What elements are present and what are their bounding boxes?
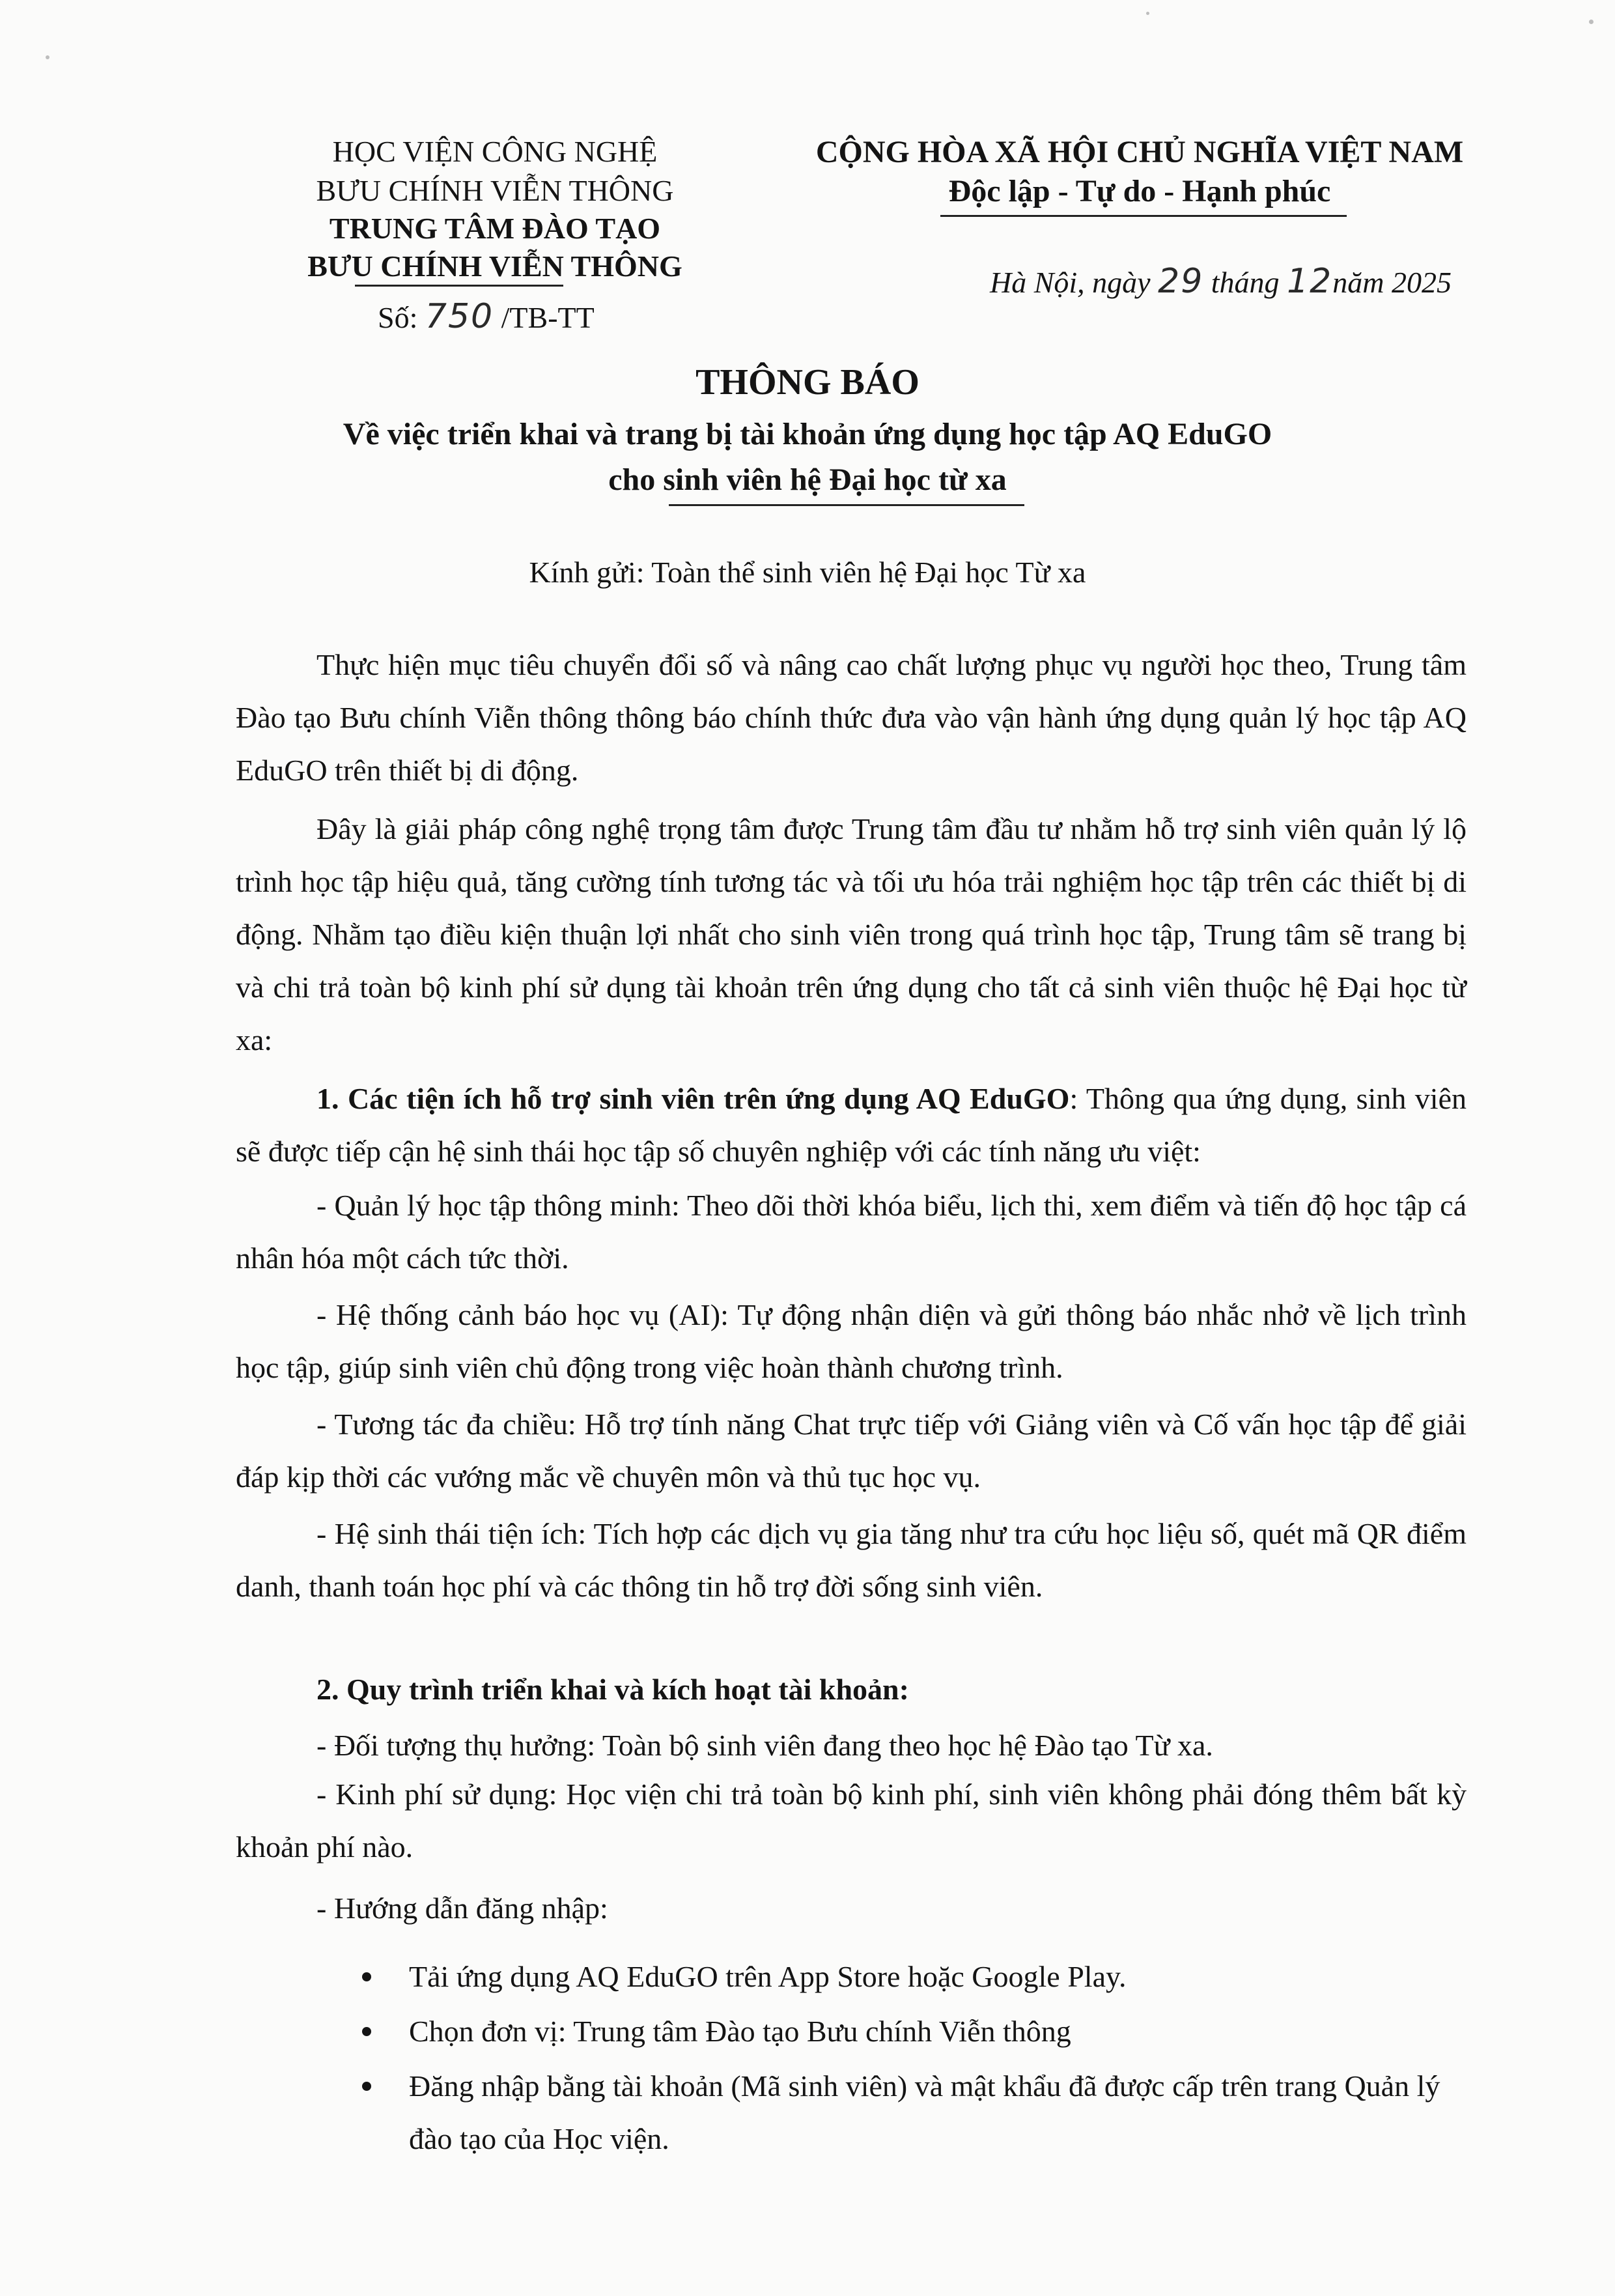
date-day-handwritten: 29	[1158, 262, 1204, 301]
bullet-icon	[362, 2027, 371, 2036]
bullet-icon	[362, 2082, 371, 2091]
login-guide-label: - Hướng dẫn đăng nhập:	[316, 1892, 608, 1925]
org-parent-line1: HỌC VIỆN CÔNG NGHỆ	[332, 135, 658, 168]
document-subtitle-line2: cho sinh viên hệ Đại học từ xa	[608, 462, 1007, 497]
document-number-suffix: /TB-TT	[501, 301, 595, 334]
date-year: năm 2025	[1332, 266, 1452, 299]
issue-date	[990, 262, 1452, 301]
beneficiaries-line: - Đối tượng thụ hưởng: Toàn bộ sinh viên đang theo học hệ Đào tạo Từ xa.	[316, 1729, 1213, 1762]
national-title: CỘNG HÒA XÃ HỘI CHỦ NGHĨA VIỆT NAM	[815, 135, 1464, 169]
login-step: Tải ứng dụng AQ EduGO trên App Store hoặc Google Play.	[409, 1960, 1127, 1993]
login-step: Đăng nhập bằng tài khoản (Mã sinh viên) và mật khẩu đã được cấp trên trang Quản lý đào tạo của Học viện.	[409, 2069, 1440, 2155]
document-number	[378, 297, 595, 336]
paragraph-intro	[236, 638, 1467, 797]
feature-item	[236, 1398, 1467, 1503]
scan-speck	[46, 55, 49, 59]
login-step: Chọn đơn vị: Trung tâm Đào tạo Bưu chính Viễn thông	[409, 2015, 1071, 2048]
feature-item-text: - Hệ thống cảnh báo học vụ (AI): Tự động nhận diện và gửi thông báo nhắc nhở về lịch trình học tập, giúp sinh viên chủ động trong việc hoàn thành chương trình.	[236, 1298, 1467, 1384]
feature-item-text: - Quản lý học tập thông minh: Theo dõi thời khóa biểu, lịch thi, xem điểm và tiến độ học tập cá nhân hóa một cách tức thời.	[236, 1189, 1467, 1275]
title-underline	[669, 504, 1024, 506]
document-number-prefix: Số:	[378, 301, 418, 334]
date-month-handwritten: 12	[1287, 262, 1333, 301]
feature-item-text: - Hệ sinh thái tiện ích: Tích hợp các dịch vụ gia tăng như tra cứu học liệu số, quét mã QR điểm danh, thanh toán học phí và các thông tin hỗ trợ đời sống sinh viên.	[236, 1517, 1467, 1603]
funding-paragraph	[236, 1768, 1467, 1873]
national-motto: Độc lập - Tự do - Hạnh phúc	[948, 174, 1331, 208]
document-number-handwritten: 750	[425, 297, 494, 336]
bullet-icon	[362, 1972, 371, 1981]
org-unit-line2: BƯU CHÍNH VIỄN THÔNG	[307, 249, 682, 283]
feature-item	[236, 1179, 1467, 1284]
document-title: THÔNG BÁO	[695, 362, 920, 403]
feature-item	[236, 1507, 1467, 1613]
org-underline	[355, 285, 563, 287]
paragraph-solution-text: Đây là giải pháp công nghệ trọng tâm được Trung tâm đầu tư nhằm hỗ trợ sinh viên quản lý lộ trình học tập hiệu quả, tăng cường tính tương tác và tối ưu hóa trải nghiệm học tập trên các thiết bị di động. Nhằm tạo điều kiện thuận lợi nhất cho sinh viên trong quá trình học tập, Trung tâm sẽ trang bị và chi trả toàn bộ kinh phí sử dụng tài khoản trên ứng dụng cho tất cả sinh viên thuộc hệ Đại học từ xa:	[236, 812, 1467, 1056]
salutation: Kính gửi: Toàn thể sinh viên hệ Đại học Từ xa	[529, 556, 1086, 589]
section2-heading: 2. Quy trình triển khai và kích hoạt tài khoản:	[316, 1673, 909, 1706]
motto-underline	[940, 215, 1347, 217]
date-prefix: Hà Nội, ngày	[990, 266, 1151, 299]
document-subtitle-line1: Về việc triển khai và trang bị tài khoản ứng dụng học tập AQ EduGO	[343, 417, 1272, 451]
org-parent-line2: BƯU CHÍNH VIỄN THÔNG	[316, 174, 674, 207]
paragraph-solution	[236, 802, 1467, 1066]
section1-intro-text: : Thông qua ứng dụng, sinh viên sẽ được tiếp cận hệ sinh thái học tập số chuyên nghiệp với các tính năng ưu việt:	[236, 1082, 1467, 1168]
feature-item-text: - Tương tác đa chiều: Hỗ trợ tính năng Chat trực tiếp với Giảng viên và Cố vấn học tập để giải đáp kịp thời các vướng mắc về chuyên môn và thủ tục học vụ.	[236, 1408, 1467, 1494]
date-month-label: tháng	[1211, 266, 1280, 299]
section1-heading: 1. Các tiện ích hỗ trợ sinh viên trên ứng dụng AQ EduGO	[316, 1082, 1070, 1115]
feature-item	[236, 1288, 1467, 1394]
funding-text: - Kinh phí sử dụng: Học viện chi trả toàn bộ kinh phí, sinh viên không phải đóng thêm bất kỳ khoản phí nào.	[236, 1778, 1467, 1864]
org-unit-line1: TRUNG TÂM ĐÀO TẠO	[329, 212, 661, 245]
scan-speck	[1589, 20, 1594, 24]
scan-speck	[1146, 12, 1149, 15]
paragraph-intro-text: Thực hiện mục tiêu chuyển đổi số và nâng cao chất lượng phục vụ người học theo, Trung tâm Đào tạo Bưu chính Viễn thông thông báo chính thức đưa vào vận hành ứng dụng quản lý học tập AQ EduGO trên thiết bị di động.	[236, 648, 1467, 787]
section1-intro	[236, 1072, 1467, 1178]
